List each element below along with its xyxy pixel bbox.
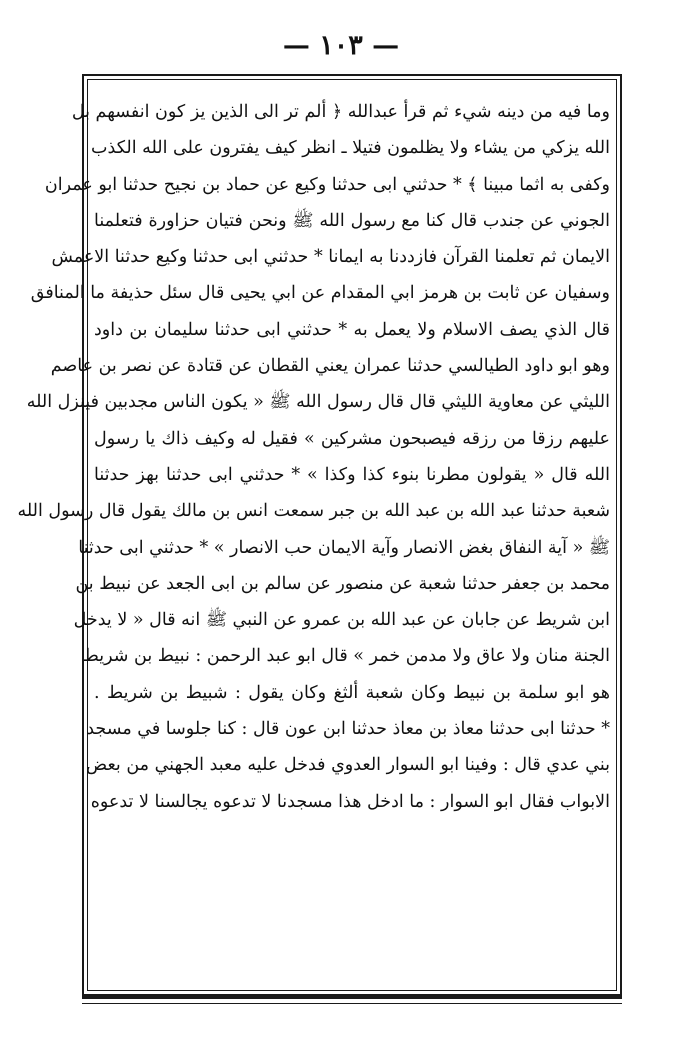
text-line: شعبة حدثنا عبد الله بن عبد الله بن جبر سمعت انس بن مالك يقول قال رسول الله bbox=[17, 501, 610, 522]
text-line: الجوني عن جندب قال كنا مع رسول الله ﷺ ونحن فتيان حزاورة فتعلمنا bbox=[94, 210, 610, 231]
text-body bbox=[17, 94, 610, 820]
text-line: وما فيه من دينه شيء ثم قرأ عبدالله ﴿ ألم تر الى الذين يز كون انفسهم بل bbox=[71, 102, 610, 122]
text-line: عليهم رزقا من رزقه فيصبحون مشركين » فقيل له وكيف ذاك يا رسول bbox=[94, 428, 610, 449]
text-line: هو ابو سلمة بن نبيط وكان شعبة ألثغ وكان يقول : شبيط بن شريط . bbox=[94, 682, 610, 703]
page-number: — ١٠٣ — bbox=[282, 30, 400, 61]
text-line: * حدثنا ابى حدثنا معاذ بن معاذ حدثنا ابن عون قال : كنا جلوسا في مسجد bbox=[86, 719, 610, 740]
text-line: محمد بن جعفر حدثنا شعبة عن منصور عن سالم بن ابى الجعد عن نبيط بن bbox=[75, 573, 610, 594]
text-line: الله يزكي من يشاء ولا يظلمون فتيلا ـ انظر كيف يفترون على الله الكذب bbox=[91, 138, 610, 159]
text-line: وكفى به اثما مبينا ﴾ * حدثني ابى حدثنا وكيع عن حماد بن نجيح حدثنا ابو عمران bbox=[44, 174, 610, 195]
text-line: ابن شريط عن جابان عن عبد الله بن عمرو عن النبي ﷺ انه قال « لا يدخل bbox=[73, 610, 610, 631]
bottom-rule bbox=[82, 996, 622, 1004]
text-line: وسفيان عن ثابت بن هرمز ابي المقدام عن ابي يحيى قال سئل حذيفة ما المنافق bbox=[30, 283, 610, 304]
text-line: وهو ابو داود الطيالسي حدثنا عمران يعني القطان عن قتادة عن نصر بن عاصم bbox=[50, 356, 610, 377]
text-line: الله قال « يقولون مطرنا بنوء كذا وكذا » * حدثني ابى حدثنا بهز حدثنا bbox=[94, 464, 610, 485]
text-line: الابواب فقال ابو السوار : ما ادخل هذا مسجدنا لا تدعوه يجالسنا لا تدعوه bbox=[90, 791, 610, 812]
text-line: قال الذي يصف الاسلام ولا يعمل به * حدثني ابى حدثنا سليمان بن داود bbox=[94, 319, 610, 340]
text-line: بني عدي قال : وفينا ابو السوار العدوي فدخل عليه معبد الجهني من بعض bbox=[86, 755, 610, 776]
text-line: الليثي عن معاوية الليثي قال قال رسول الله ﷺ « يكون الناس مجدبين فينزل الله bbox=[26, 392, 610, 413]
text-line: الجنة منان ولا عاق ولا مدمن خمر » قال ابو عبد الرحمن : نبيط بن شريط bbox=[82, 646, 610, 667]
text-line: الايمان ثم تعلمنا القرآن فازددنا به ايمانا * حدثني ابى حدثنا وكيع حدثنا الاعمش bbox=[51, 247, 610, 268]
text-line: ﷺ « آية النفاق بغض الانصار وآية الايمان حب الانصار » * حدثني ابى حدثنا bbox=[78, 537, 610, 558]
